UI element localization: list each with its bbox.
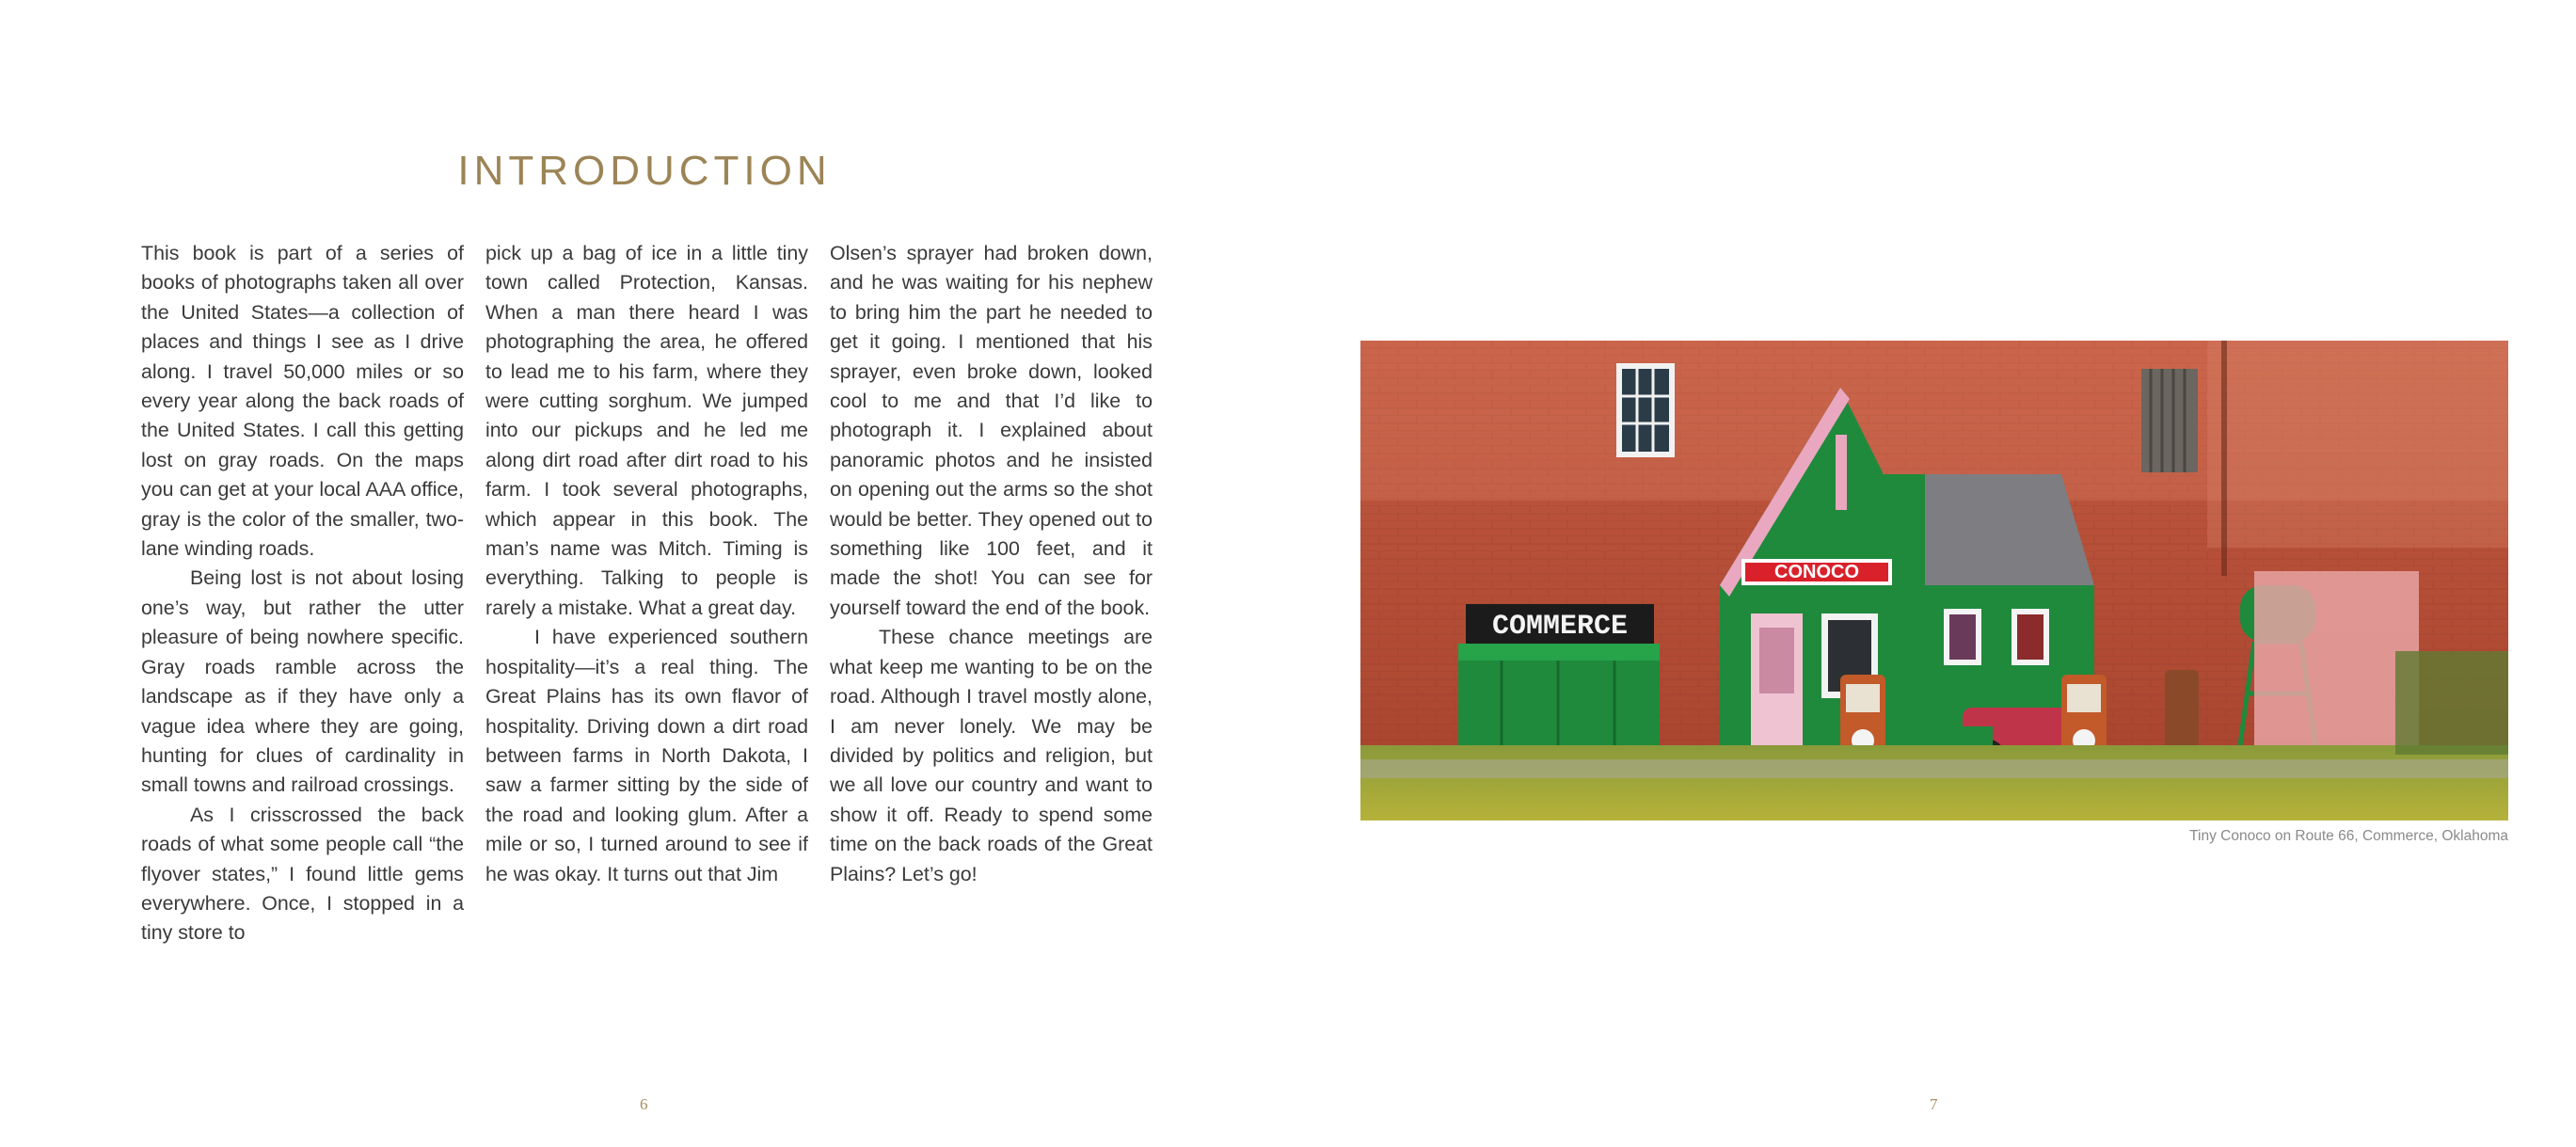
paragraph: As I crisscrossed the back roads of what some people call “the flyover states,” I found little gems everywhere. Once, I stopped in a tiny store to: [141, 803, 464, 945]
paragraph: I have experienced southern hospitality—it’s a real thing. The Great Plains has its own flavor of hospitality. Driving down a dirt road between farms in North Dakota, I saw a farmer sitting by the side of the road and looking glum. After a mile or so, I turned around to see if he was okay. It turns out that Jim: [485, 626, 808, 885]
garage-door: [2254, 571, 2419, 759]
text-column-1: [141, 239, 464, 948]
upper-window-right: [2141, 369, 2198, 472]
photo-illustration: [1360, 341, 2508, 820]
paragraph: These chance meetings are what keep me wanting to be on the road. Although I travel mostly alone, I am never lonely. We may be divided by politics and religion, but we all love our country and want to show it off. Ready to spend some time on the back roads of the Great Plains? Let’s go!: [830, 626, 1153, 885]
grass: [1360, 745, 2508, 820]
paragraph: Being lost is not about losing one’s way, but rather the utter pleasure of being nowhere specific. Gray roads ramble across the landscape as if they have only a vague idea where they are going, hunting for clues of cardinality in small towns and railroad crossings.: [141, 566, 464, 797]
text-column-3: [830, 239, 1153, 889]
paragraph: This book is part of a series of books of photographs taken all over the United States—a collection of places and things I see as I drive along. I travel 50,000 miles or so every year along the back roads of the United States. I call this getting lost on gray roads. On the maps you can get at your local AAA office, gray is the color of the smaller, two-lane winding roads.: [141, 242, 464, 561]
upper-window-left: [1616, 363, 1675, 457]
photo-caption: Tiny Conoco on Route 66, Commerce, Oklahoma: [2189, 828, 2508, 844]
conoco-station-photo: [1360, 341, 2508, 820]
page-number-right: 7: [1930, 1095, 1938, 1113]
text-column-2: [485, 239, 808, 889]
green-dumpster: [1458, 644, 1660, 749]
weeds: [2395, 651, 2508, 755]
page-number-left: 6: [640, 1095, 648, 1113]
paragraph: Olsen’s sprayer had broken down, and he was waiting for his nephew to bring him the part he needed to get it going. I mentioned that his sprayer, even broke down, looked cool to me and that I’d like to photograph it. I explained about panoramic photos and he insisted on opening out the arms so the shot would be better. They opened out to something like 100 feet, and it made the shot! You can see for yourself toward the end of the book.: [830, 242, 1153, 619]
commerce-sign: [1466, 604, 1654, 644]
paragraph: pick up a bag of ice in a little tiny town called Protection, Kansas. When a man there heard I was photographing the area, he offered to lead me to his farm, where they were cutting sorghum. We jumped into our pickups and he led me along dirt road after dirt road to his farm. I took several photographs, which appear in this book. The man’s name was Mitch. Timing is everything. Talking to people is rarely a mistake. What a great day.: [485, 242, 808, 619]
svg-text:CONOCO: CONOCO: [1774, 562, 1859, 582]
svg-text:COMMERCE: COMMERCE: [1491, 611, 1629, 643]
page-title: INTRODUCTION: [457, 148, 832, 195]
driveway: [1360, 759, 2508, 778]
